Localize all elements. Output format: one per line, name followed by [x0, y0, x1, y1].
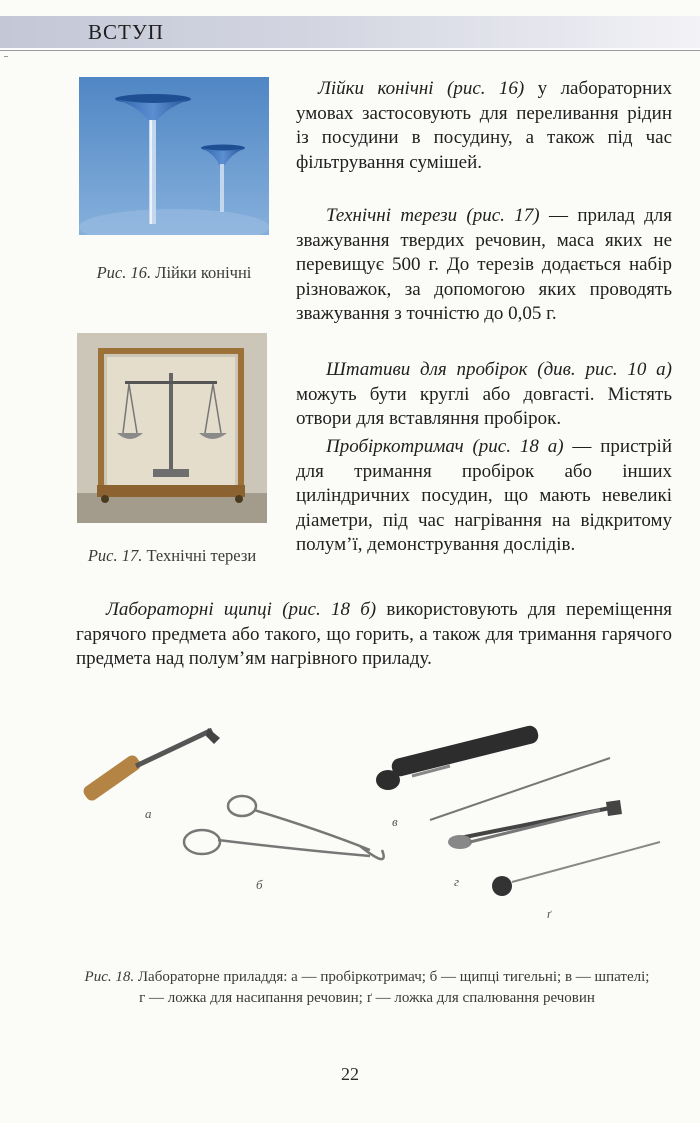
paragraph-scales-lead: Технічні терези (рис. 17) [326, 205, 540, 226]
spoons-illustration [430, 758, 622, 849]
figure-18-caption [84, 967, 650, 1009]
figure-18-letter-g2: ґ [547, 906, 552, 921]
figure-16-caption [79, 262, 269, 284]
paragraph-tube-holder-lead: Пробіркотримач (рис. 18 а) [326, 436, 564, 457]
paragraph-tongs-lead: Лабораторні щипці (рис. 18 б) [106, 599, 377, 620]
figure-17-text: Технічні терези [146, 546, 257, 565]
figure-16-text: Лійки конічні [155, 263, 252, 282]
figure-18-letter-b: б [256, 877, 263, 892]
paragraph-funnels [296, 77, 672, 175]
figure-16-label: Рис. 16. [96, 263, 152, 282]
paragraph-tube-holder-text: — пристрій для тримання пробірок або інших циліндричних посудин, що мають невеликі діаметри, під час нагрівання на відкритому полум’ї, демонстрування дослідів. [296, 436, 672, 556]
figure-18-letter-g: г [454, 874, 460, 889]
page-number: 22 [341, 1064, 359, 1084]
paragraph-tube-holder [296, 435, 672, 558]
header-rule [0, 50, 700, 51]
figure-18-letter-a: а [145, 806, 152, 821]
paragraph-racks-lead: Штативи для пробірок (див. рис. 10 а) [326, 359, 672, 380]
tongs-illustration [184, 796, 384, 859]
paragraph-racks [296, 358, 672, 432]
paragraph-tongs-text: використовують для переміщення гарячого предмета або такого, що горить, а також для тримання гарячого предмета над полум’ям нагрівного приладу. [76, 599, 673, 670]
paragraph-funnels-text: у лабораторних умовах застосовують для переливання рідин із посудини в посудину, а також під час фільтрування сумішей. [296, 78, 672, 173]
margin-mark [4, 56, 8, 57]
chapter-title: ВСТУП [88, 20, 164, 44]
figure-18-label: Рис. 18. [84, 969, 135, 985]
figure-18-text: Лабораторне приладдя: а — пробіркотримач; б — щипці тигельні; в — шпателі; г — ложка для насипання речовин; ґ — ложка для спалювання речовин [137, 969, 650, 1006]
figure-17-label: Рис. 17. [87, 546, 143, 565]
lab-tools-photo [70, 710, 680, 950]
funnels-photo [79, 77, 269, 235]
scales-photo [77, 333, 267, 523]
paragraph-scales-text: — прилад для зважування твердих речовин, маса яких не перевищує 500 г. До терезів додається набір різноважок, за допомогою яких проводять зважування з точністю до 0,05 г. [296, 205, 672, 325]
combustion-spoon-illustration [492, 842, 660, 896]
paragraph-funnels-lead: Лійки конічні (рис. 16) [318, 78, 525, 99]
spatula-illustration [376, 724, 540, 790]
tube-holder-illustration [81, 728, 220, 803]
paragraph-scales [296, 204, 672, 327]
figure-17-caption [77, 545, 267, 567]
paragraph-tongs [76, 598, 672, 672]
paragraph-racks-text: можуть бути круглі або довгасті. Містять отвори для вставляння пробірок. [296, 383, 672, 430]
figure-18-letter-v: в [392, 814, 398, 829]
